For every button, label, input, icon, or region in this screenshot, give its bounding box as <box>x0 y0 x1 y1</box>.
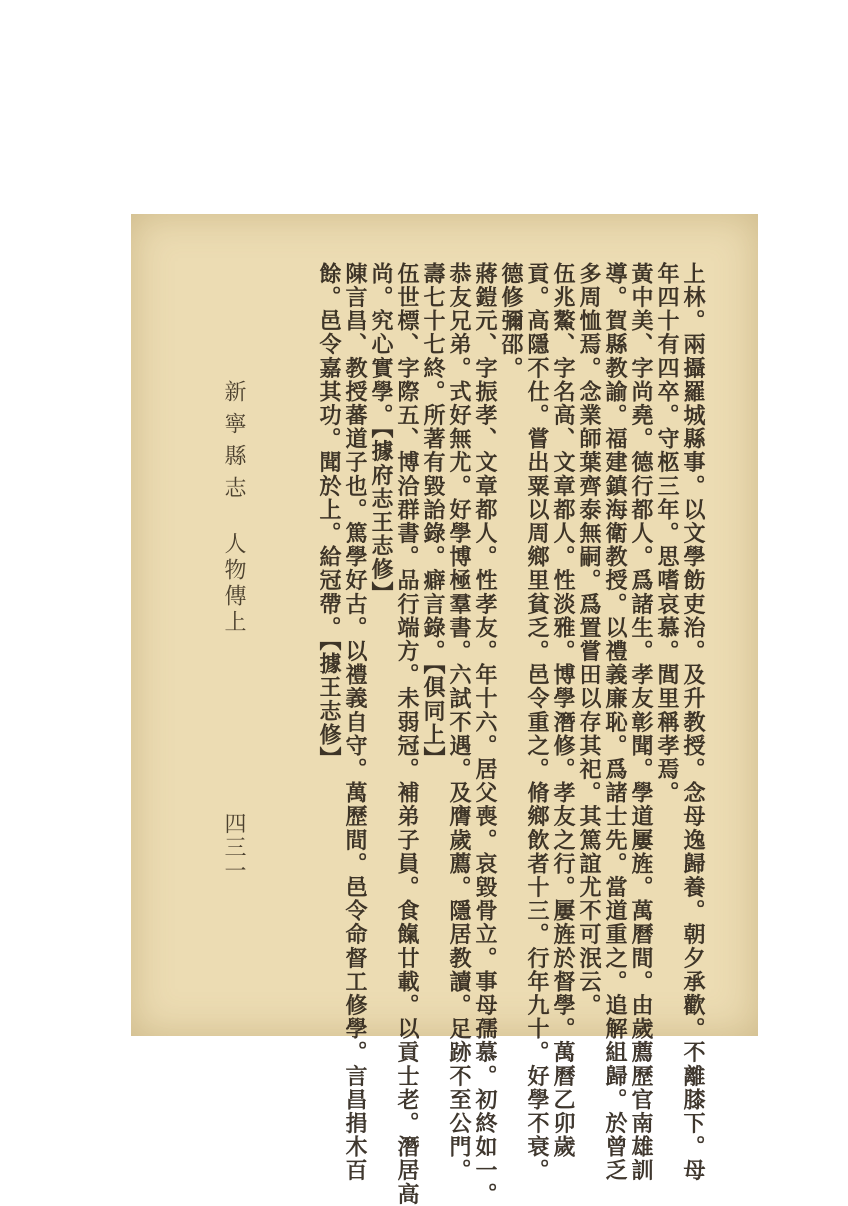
text-column: 蔣鎧元、字振孝、文章都人。性孝友。年十六。居父喪。哀毀骨立。事母孺慕。初終如一。 <box>472 262 498 1206</box>
text-column: 恭友兄弟。式好無尤。好學博極羣書。六試不遇。及膺歲薦。隱居教讀。足跡不至公門。 <box>446 262 472 1183</box>
text-column: 導。賀縣教諭。福建鎮海衛教授。以禮義廉恥。爲諸士先。當道重之。追解組歸。於曾乏 <box>602 262 628 1183</box>
page-number: 四三一 <box>221 812 246 883</box>
text-column: 德修彌邵。 <box>498 262 524 380</box>
text-column: 壽七十七終。所著有毀詒錄。癖言錄。【俱同上】 <box>420 262 446 771</box>
text-column: 上林。兩攝羅城縣事。以文學飭吏治。及升教授。念母逸歸養。朝夕承歡。不離膝下。母 <box>680 262 706 1183</box>
text-column: 伍兆鰲、字名高、文章都人。性淡雅。博學潛修。孝友之行。屢旌於督學。萬曆乙卯歲 <box>550 262 576 1159</box>
text-column: 陳言昌、教授蕃道子也。篤學好古。以禮義自守。萬歷間。邑令命督工修學。言昌捐木百 <box>342 262 368 1183</box>
book-title: 新寧縣志 <box>221 380 246 508</box>
text-column: 尚。究心實學。【據府志王志修】 <box>368 262 394 605</box>
text-column: 黃中美、字尚堯。德行都人。爲諸生。孝友彰聞。學道屢旌。萬曆間。由歲薦歷官南雄訓 <box>628 262 654 1183</box>
text-column: 餘。邑令嘉其功。聞於上。給冠帶。【據王志修】 <box>316 262 342 771</box>
text-column: 多周恤焉。念業師葉齊泰無嗣。爲置嘗田以存其祀。其篤誼尤不可泯云。 <box>576 262 602 1018</box>
text-column: 年四十有四卒。守柩三年。思嗜哀慕。閭里稱孝焉。 <box>654 262 680 805</box>
text-column: 貢。高隱不仕。嘗出粟以周鄉里貧乏。邑令重之。脩鄉飲者十三。行年九十。好學不衰。 <box>524 262 550 1183</box>
section-title: 人物傳上 <box>221 532 246 636</box>
document-page <box>131 214 758 1206</box>
text-column: 伍世標、字際五、博洽群書。品行端方。未弱冠。補弟子員。食餼廿載。以貢士老。潛居高 <box>394 262 420 1206</box>
